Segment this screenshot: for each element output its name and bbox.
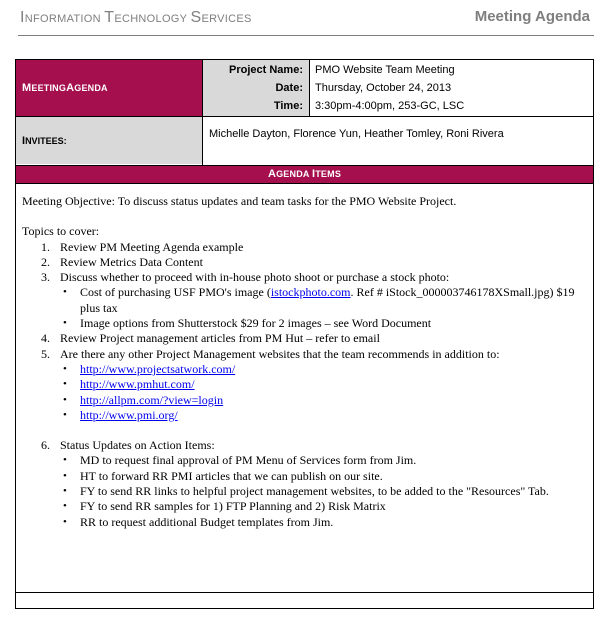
invitees-names: Michelle Dayton, Florence Yun, Heather Tomley, Roni Rivera (209, 128, 504, 140)
item-number: 5. (41, 346, 50, 361)
bullet: • (63, 393, 67, 406)
label-initial: A (66, 82, 75, 94)
topics-heading: Topics to cover: (22, 224, 100, 239)
item-text: Review Project management articles from PM Hut – refer to email (60, 331, 380, 346)
bullet-item (22, 362, 590, 377)
time-value: 3:30pm-4:00pm, 253-GC, LSC (315, 100, 465, 112)
action-item (22, 499, 590, 514)
bullet: • (63, 515, 67, 528)
agenda-content (22, 194, 590, 530)
label-word: GENDA (276, 169, 312, 179)
bullet: • (63, 378, 67, 391)
projectsatwork-link[interactable]: http://www.projectsatwork.com/ (80, 361, 236, 376)
meeting-details-labels (203, 60, 309, 116)
meeting-agenda-label (16, 60, 202, 116)
header-divider (18, 35, 594, 36)
action-text: MD to request final approval of PM Menu of Services form from Jim. (80, 453, 417, 468)
bullet-item (22, 316, 590, 331)
label-initial: M (22, 82, 32, 94)
list-item (22, 270, 590, 285)
bullet: • (63, 469, 67, 482)
project-name-label: Project Name: (229, 64, 303, 76)
list-item (22, 438, 590, 453)
org-name (20, 9, 252, 27)
label-initial: A (267, 168, 277, 180)
bullet: • (63, 286, 67, 299)
bullet: • (63, 485, 67, 498)
action-item (22, 515, 590, 530)
agenda-items-heading (16, 166, 593, 183)
pmi-link[interactable]: http://www.pmi.org/ (80, 407, 178, 422)
allpm-link[interactable]: http://allpm.com/?view=login (80, 392, 224, 407)
bullet-text: Cost of purchasing USF PMO's image ( (80, 285, 271, 300)
item-text: Review Metrics Data Content (60, 254, 203, 269)
label-word: GENDA (74, 83, 108, 93)
label-word: EETING (31, 83, 67, 93)
bullet: • (63, 317, 67, 330)
item-number: 3. (41, 270, 50, 285)
date-label: Date: (275, 82, 303, 94)
istockphoto-link[interactable]: istockphoto.com (270, 285, 351, 300)
org-word: ECHNOLOGY (114, 13, 191, 25)
meeting-objective: Meeting Objective: To discuss status updates and team tasks for the PMO Website Project. (22, 194, 457, 208)
bullet: • (63, 500, 67, 513)
item-number: 6. (41, 438, 50, 453)
action-item (22, 453, 590, 468)
label-initial: I (22, 134, 26, 147)
label-word: TEMS (315, 169, 342, 179)
invitees-label (16, 117, 202, 164)
item-number: 2. (41, 254, 50, 269)
list-item (22, 331, 590, 346)
doc-title: Meeting Agenda (474, 8, 590, 25)
action-text: FY to send RR samples for 1) FTP Planning and 2) Risk Matrix (80, 499, 386, 514)
item-text: Review PM Meeting Agenda example (60, 239, 244, 254)
row-divider (16, 592, 593, 593)
bullet-item (22, 285, 590, 316)
action-text: FY to send RR links to helpful project management websites, to be added to the "Resources" Tab. (80, 484, 549, 499)
label-word: NVITEES: (25, 135, 67, 146)
action-text: HT to forward RR PMI articles that we can publish on our site. (80, 468, 383, 483)
label-initial: I (311, 168, 316, 180)
item-number: 4. (41, 331, 50, 346)
org-initial: T (104, 9, 115, 26)
list-item (22, 240, 590, 255)
org-initial: S (190, 9, 202, 26)
time-label: Time: (273, 100, 303, 112)
item-text: Status Updates on Action Items: (60, 438, 215, 453)
action-text: RR to request additional Budget templates from Jim. (80, 514, 334, 529)
bullet-text: Image options from Shutterstock $29 for 2 images – see Word Document (80, 316, 432, 331)
list-item (22, 255, 590, 270)
org-word: ERVICES (201, 13, 252, 25)
org-word: NFORMATION (24, 13, 105, 25)
pmhut-link[interactable]: http://www.pmhut.com/ (80, 377, 195, 392)
list-item (22, 347, 590, 362)
bullet: • (63, 362, 67, 375)
cell-divider (202, 60, 203, 165)
action-item (22, 484, 590, 499)
bullet-text: . Ref # iStock_000003746178XSmall.jpg) $19 plus tax (80, 285, 575, 315)
bullet-item (22, 377, 590, 392)
project-name-value: PMO Website Team Meeting (315, 64, 455, 76)
item-text: Discuss whether to proceed with in-house photo shoot or purchase a stock photo: (60, 270, 450, 285)
row-divider (16, 116, 593, 117)
action-item (22, 469, 590, 484)
org-initial: I (20, 9, 25, 26)
row-divider (16, 165, 593, 166)
item-text: Are there any other Project Management websites that the team recommends in addition to: (60, 346, 500, 361)
bullet: • (63, 454, 67, 467)
date-value: Thursday, October 24, 2013 (315, 82, 452, 94)
bullet-item (22, 393, 590, 408)
item-number: 1. (41, 239, 50, 254)
bullet-item (22, 408, 590, 423)
cell-divider (309, 60, 310, 116)
bullet: • (63, 408, 67, 421)
row-divider (16, 183, 593, 184)
